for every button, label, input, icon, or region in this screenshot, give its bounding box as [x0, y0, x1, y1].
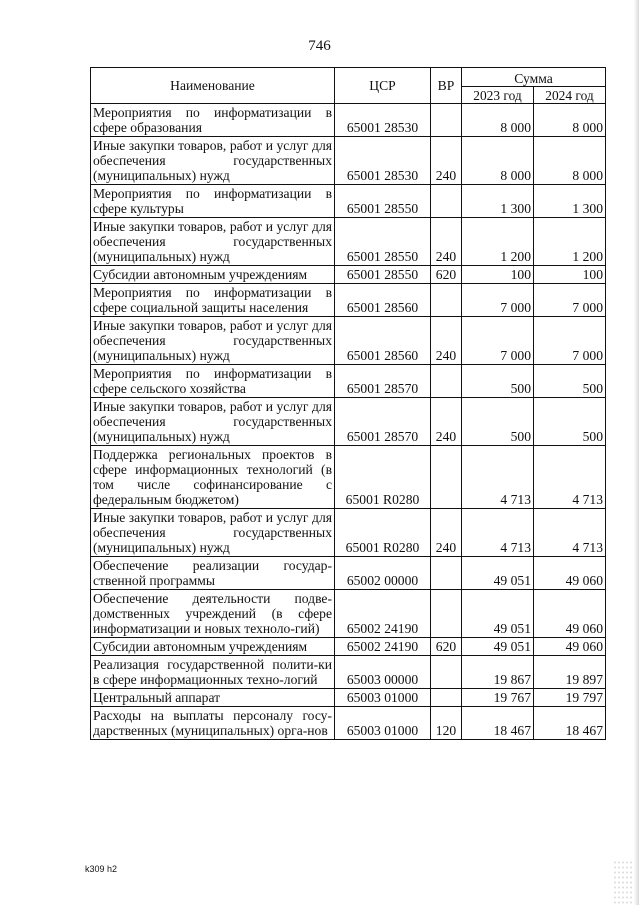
footer-code: k309 h2: [85, 864, 118, 874]
row-csr: 65002 24190: [335, 638, 431, 656]
row-sum-2023: 8 000: [462, 137, 534, 185]
header-year-2023: 2023 год: [462, 87, 534, 104]
table-row: [91, 317, 606, 365]
header-name: Наименование: [91, 68, 335, 104]
row-vr: 120: [431, 707, 462, 740]
row-csr: 65001 28570: [335, 398, 431, 446]
row-sum-2023: 500: [462, 365, 534, 398]
row-sum-2024: 8 000: [534, 137, 606, 185]
row-vr: 240: [431, 317, 462, 365]
row-sum-2023: 100: [462, 266, 534, 284]
row-sum-2023: 4 713: [462, 509, 534, 557]
header-sum: Сумма: [462, 68, 606, 87]
row-csr: 65001 28550: [335, 266, 431, 284]
row-csr: 65001 R0280: [335, 509, 431, 557]
row-sum-2024: 1 300: [534, 185, 606, 218]
table-row: [91, 137, 606, 185]
row-vr: 240: [431, 137, 462, 185]
row-csr: 65003 01000: [335, 689, 431, 707]
table-row: [91, 707, 606, 740]
row-sum-2023: 1 300: [462, 185, 534, 218]
row-sum-2023: 19 767: [462, 689, 534, 707]
scan-noise: [613, 860, 633, 905]
row-sum-2023: 49 051: [462, 638, 534, 656]
row-csr: 65001 28530: [335, 104, 431, 137]
table-row: [91, 638, 606, 656]
row-name: Иные закупки товаров, работ и услуг для обеспечения государственных (муниципальных) нужд: [91, 398, 335, 446]
table-row: [91, 104, 606, 137]
row-sum-2023: 49 051: [462, 590, 534, 638]
row-vr: [431, 446, 462, 509]
header-vr: ВР: [431, 68, 462, 104]
row-vr: 240: [431, 509, 462, 557]
row-vr: [431, 365, 462, 398]
row-csr: 65001 28530: [335, 137, 431, 185]
row-csr: 65001 28550: [335, 218, 431, 266]
row-vr: [431, 557, 462, 590]
row-vr: 240: [431, 398, 462, 446]
row-vr: [431, 284, 462, 317]
row-csr: 65001 28550: [335, 185, 431, 218]
row-name: Иные закупки товаров, работ и услуг для обеспечения государственных (муниципальных) нужд: [91, 317, 335, 365]
table-row: [91, 509, 606, 557]
row-sum-2024: 8 000: [534, 104, 606, 137]
table-body: [91, 104, 606, 740]
row-name: Обеспечение деятельности подве-домственных учреждений (в сфере информатизации и новых техноло-гий): [91, 590, 335, 638]
row-csr: 65002 00000: [335, 557, 431, 590]
row-vr: [431, 185, 462, 218]
table-row: [91, 446, 606, 509]
row-vr: [431, 590, 462, 638]
table-row: [91, 218, 606, 266]
row-csr: 65003 00000: [335, 656, 431, 689]
row-vr: 620: [431, 638, 462, 656]
table-row: [91, 266, 606, 284]
row-sum-2024: 4 713: [534, 446, 606, 509]
row-vr: [431, 689, 462, 707]
row-csr: 65001 28560: [335, 284, 431, 317]
row-sum-2023: 49 051: [462, 557, 534, 590]
row-sum-2023: 7 000: [462, 284, 534, 317]
row-csr: 65001 28560: [335, 317, 431, 365]
table-row: [91, 185, 606, 218]
table-row: [91, 557, 606, 590]
row-name: Иные закупки товаров, работ и услуг для обеспечения государственных (муниципальных) нужд: [91, 137, 335, 185]
row-sum-2024: 7 000: [534, 317, 606, 365]
row-vr: 240: [431, 218, 462, 266]
row-sum-2024: 100: [534, 266, 606, 284]
row-sum-2024: 7 000: [534, 284, 606, 317]
table-row: [91, 365, 606, 398]
row-name: Субсидии автономным учреждениям: [91, 266, 335, 284]
table-row: [91, 656, 606, 689]
row-name: Иные закупки товаров, работ и услуг для обеспечения государственных (муниципальных) нужд: [91, 218, 335, 266]
row-sum-2024: 500: [534, 365, 606, 398]
row-csr: 65001 28570: [335, 365, 431, 398]
row-name: Субсидии автономным учреждениям: [91, 638, 335, 656]
budget-table: [90, 67, 606, 740]
row-sum-2024: 18 467: [534, 707, 606, 740]
row-name: Обеспечение реализации государ-ственной программы: [91, 557, 335, 590]
row-name: Мероприятия по информатизации в сфере сельского хозяйства: [91, 365, 335, 398]
row-vr: [431, 104, 462, 137]
row-sum-2023: 18 467: [462, 707, 534, 740]
row-csr: 65003 01000: [335, 707, 431, 740]
header-year-2024: 2024 год: [534, 87, 606, 104]
row-vr: [431, 656, 462, 689]
row-sum-2024: 500: [534, 398, 606, 446]
table-row: [91, 398, 606, 446]
row-name: Мероприятия по информатизации в сфере образования: [91, 104, 335, 137]
row-sum-2024: 49 060: [534, 557, 606, 590]
row-name: Мероприятия по информатизации в сфере социальной защиты населения: [91, 284, 335, 317]
table-row: [91, 590, 606, 638]
row-csr: 65001 R0280: [335, 446, 431, 509]
row-sum-2024: 49 060: [534, 590, 606, 638]
row-name: Поддержка региональных проектов в сфере информационных технологий (в том числе софинансирование с федеральным бюджетом): [91, 446, 335, 509]
row-vr: 620: [431, 266, 462, 284]
header-csr: ЦСР: [335, 68, 431, 104]
row-name: Центральный аппарат: [91, 689, 335, 707]
row-name: Иные закупки товаров, работ и услуг для обеспечения государственных (муниципальных) нужд: [91, 509, 335, 557]
scan-edge-shadow: [634, 0, 639, 905]
row-sum-2023: 500: [462, 398, 534, 446]
row-sum-2023: 8 000: [462, 104, 534, 137]
row-sum-2024: 19 897: [534, 656, 606, 689]
row-sum-2024: 4 713: [534, 509, 606, 557]
row-sum-2023: 7 000: [462, 317, 534, 365]
row-sum-2023: 19 867: [462, 656, 534, 689]
row-csr: 65002 24190: [335, 590, 431, 638]
table-header: [91, 68, 606, 104]
row-name: Расходы на выплаты персоналу госу-дарственных (муниципальных) орга-нов: [91, 707, 335, 740]
row-sum-2024: 19 797: [534, 689, 606, 707]
row-sum-2024: 49 060: [534, 638, 606, 656]
row-name: Реализация государственной полити-ки в сфере информационных техно-логий: [91, 656, 335, 689]
row-sum-2023: 4 713: [462, 446, 534, 509]
table-row: [91, 284, 606, 317]
page-number: 746: [308, 38, 331, 54]
table-row: [91, 689, 606, 707]
row-sum-2024: 1 200: [534, 218, 606, 266]
row-name: Мероприятия по информатизации в сфере культуры: [91, 185, 335, 218]
row-sum-2023: 1 200: [462, 218, 534, 266]
